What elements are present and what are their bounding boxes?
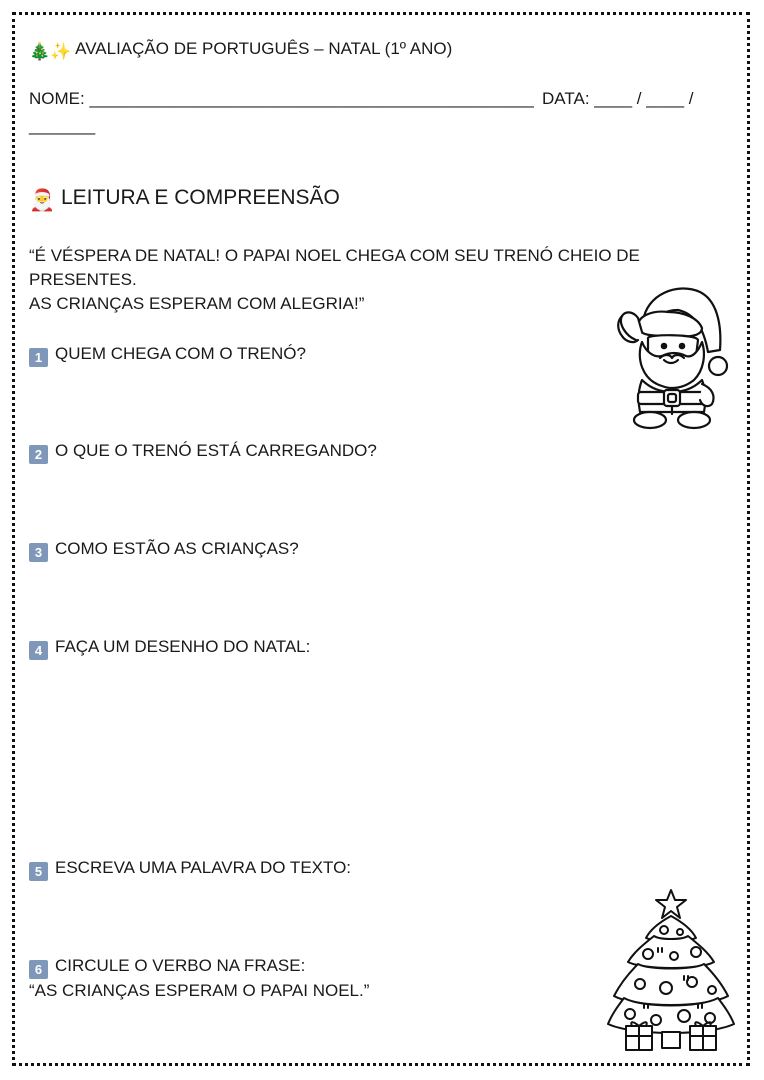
santa-claus-icon [608, 280, 733, 435]
date-field-continuation[interactable]: _______ [29, 116, 96, 135]
number-badge: 4 [29, 641, 48, 660]
christmas-tree-icon [604, 886, 739, 1056]
question-text: QUEM CHEGA COM O TRENÓ? [55, 344, 306, 363]
number-badge: 5 [29, 862, 48, 881]
question-2 [29, 439, 377, 464]
section-heading [29, 186, 340, 213]
name-field[interactable]: NOME: _______________________________________________ [29, 89, 534, 108]
santa-emoji-icon: 🎅 [29, 189, 56, 212]
sentence-to-circle: “AS CRIANÇAS ESPERAM O PAPAI NOEL.” [29, 981, 370, 1000]
question-text: O QUE O TRENÓ ESTÁ CARREGANDO? [55, 441, 377, 460]
tree-sparkle-icon: 🎄✨ [29, 42, 72, 61]
number-badge: 1 [29, 348, 48, 367]
number-badge: 6 [29, 960, 48, 979]
number-badge: 2 [29, 445, 48, 464]
question-text: CIRCULE O VERBO NA FRASE: [55, 956, 306, 975]
section-title: LEITURA E COMPREENSÃO [61, 186, 340, 209]
worksheet-title [29, 37, 452, 64]
question-text: COMO ESTÃO AS CRIANÇAS? [55, 539, 299, 558]
passage-line: PRESENTES. [29, 270, 137, 289]
title-text: AVALIAÇÃO DE PORTUGUÊS – NATAL (1º ANO) [75, 39, 453, 58]
question-1 [29, 342, 306, 367]
question-text: ESCREVA UMA PALAVRA DO TEXTO: [55, 858, 352, 877]
number-badge: 3 [29, 543, 48, 562]
question-3 [29, 537, 299, 562]
question-4 [29, 635, 310, 660]
question-5 [29, 856, 351, 881]
passage-line: “É VÉSPERA DE NATAL! O PAPAI NOEL CHEGA COM SEU TRENÓ CHEIO DE [29, 246, 640, 265]
question-text: FAÇA UM DESENHO DO NATAL: [55, 637, 311, 656]
passage-line: AS CRIANÇAS ESPERAM COM ALEGRIA!” [29, 294, 365, 313]
date-field[interactable]: DATA: ____ / ____ / [542, 89, 694, 108]
question-6 [29, 954, 305, 979]
